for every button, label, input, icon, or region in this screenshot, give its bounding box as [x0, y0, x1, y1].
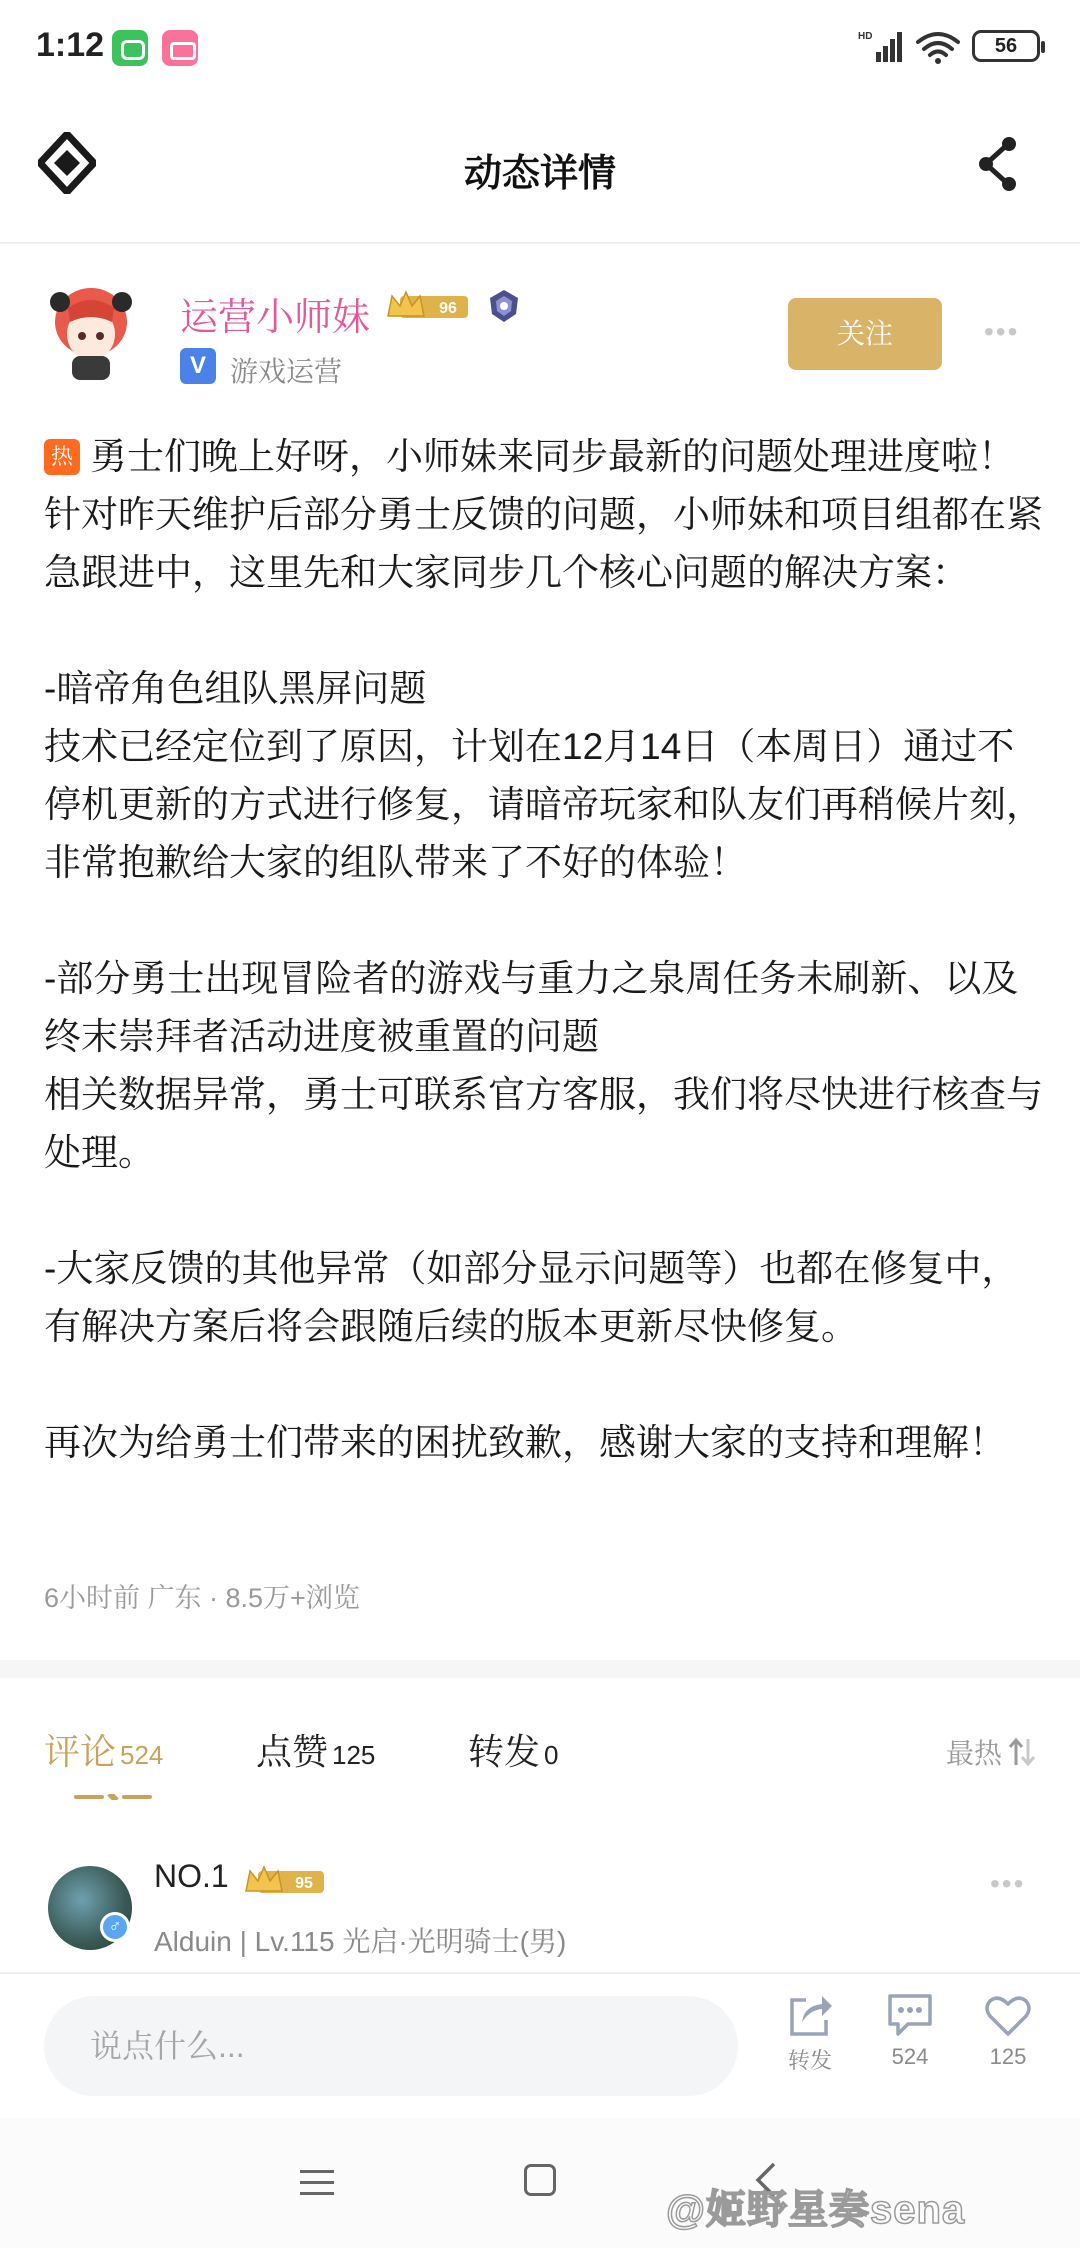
post-paragraph: 再次为给勇士们带来的困扰致歉，感谢大家的支持和理解！: [44, 1422, 1006, 1463]
verify-label: 游戏运营: [230, 356, 343, 387]
like-button[interactable]: [968, 1992, 1048, 2070]
post-paragraph: 热 勇士们晚上好呀，小师妹来同步最新的问题处理进度啦！: [44, 428, 1044, 486]
comment-count-button[interactable]: [870, 1992, 950, 2070]
post-paragraph: [44, 1182, 1044, 1240]
heart-icon: [984, 1992, 1032, 2038]
post-paragraph: [44, 602, 1044, 660]
level-crown-icon: [386, 290, 470, 324]
comment-input[interactable]: [44, 1996, 738, 2096]
repost-icon: [786, 1992, 834, 2038]
home-icon[interactable]: [524, 2164, 556, 2196]
rank-emblem-icon: [486, 288, 522, 324]
comment-icon: [886, 1992, 934, 2038]
section-divider: [0, 1660, 1080, 1678]
repost-label: 转发: [787, 2048, 832, 2073]
wifi-icon: [916, 30, 960, 64]
post-paragraph: [44, 892, 1044, 950]
author-avatar[interactable]: [46, 282, 136, 382]
post-paragraph: 技术已经定位到了原因，计划在12月14日（本周日）通过不停机更新的方式进行修复，请暗帝玩家和队友们再稍候片刻，非常抱歉给大家的组队带来了不好的体验！: [44, 726, 1043, 883]
tab-likes[interactable]: 点赞 125: [256, 1731, 376, 1772]
repost-button[interactable]: [770, 1992, 850, 2075]
post-paragraph: -暗帝角色组队黑屏问题: [44, 668, 427, 709]
svg-text:95: 95: [295, 1875, 313, 1892]
post-meta: 6小时前 广东 · 8.5万+浏览: [44, 1583, 360, 1613]
tab-comments[interactable]: 评论 524: [44, 1731, 164, 1772]
menu-icon[interactable]: [300, 2168, 334, 2198]
bottom-action-bar: [0, 1972, 1080, 2118]
post-paragraph: 针对昨天维护后部分勇士反馈的问题，小师妹和项目组都在紧急跟进中，这里先和大家同步几个核心问题的解决方案：: [44, 494, 1043, 593]
battery-indicator: 56: [972, 30, 1040, 62]
verify-badge: V: [180, 348, 216, 384]
status-bar: [0, 0, 1080, 96]
post-paragraph: -大家反馈的其他异常（如部分显示问题等）也都在修复中，有解决方案后将会跟随后续的版本更新尽快修复。: [44, 1248, 1019, 1347]
author-name[interactable]: 运营小师妹: [180, 297, 371, 339]
tab-reposts[interactable]: 转发 0: [468, 1731, 559, 1772]
sort-button[interactable]: 最热: [946, 1732, 1036, 1772]
commenter-name[interactable]: NO.1: [154, 1858, 229, 1894]
tab-indicator: [74, 1794, 152, 1800]
comment-count: 524: [891, 2044, 929, 2069]
page-title: 动态详情: [463, 153, 616, 195]
post-paragraph: -部分勇士出现冒险者的游戏与重力之泉周任务未刷新、以及终末崇拜者活动进度被重置的问题: [44, 958, 1019, 1057]
level-crown-icon: [244, 1866, 326, 1898]
wechat-app-icon: [112, 30, 148, 66]
watermark: @姬野星奏sena: [666, 2188, 966, 2232]
share-icon[interactable]: [976, 136, 1022, 192]
like-count: 125: [989, 2044, 1027, 2069]
svg-text:HD: HD: [858, 31, 873, 42]
post-paragraph: 相关数据异常，勇士可联系官方客服，我们将尽快进行核查与处理。: [44, 1074, 1043, 1173]
post-content: [44, 428, 1044, 1472]
sort-icon: [1008, 1737, 1036, 1767]
commenter-meta: Alduin | Lv.115 光启·光明骑士(男): [154, 1926, 567, 1957]
interaction-tabs: [0, 1700, 1080, 1810]
post-paragraph: [44, 1356, 1044, 1414]
bilibili-app-icon: [162, 30, 198, 66]
top-header: [0, 96, 1080, 244]
signal-icon: [858, 30, 904, 64]
status-time: 1:12: [36, 26, 105, 64]
svg-text:96: 96: [439, 300, 457, 317]
follow-button[interactable]: 关注: [788, 298, 942, 370]
gender-male-icon: ♂: [100, 1912, 130, 1942]
post-more-button[interactable]: •••: [984, 316, 1020, 347]
hot-tag: 热: [44, 439, 80, 475]
comment-more-button[interactable]: •••: [990, 1868, 1026, 1899]
